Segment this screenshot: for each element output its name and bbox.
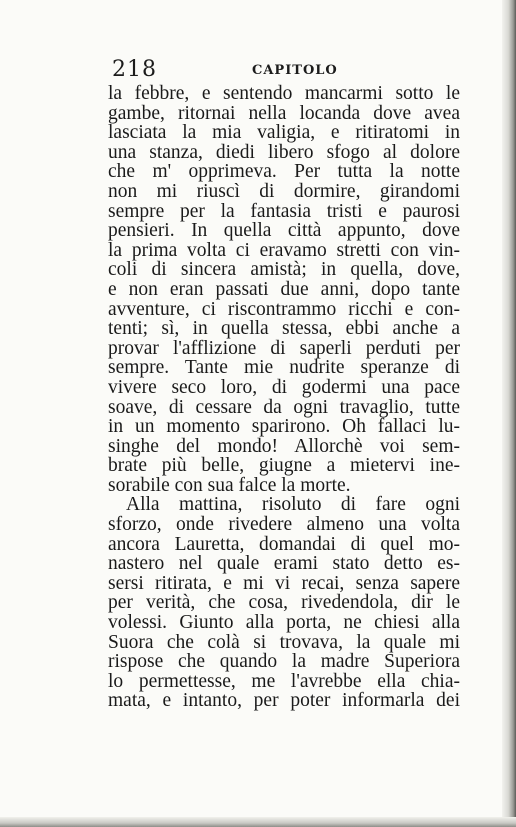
text-line: pensieri. In quella città appunto, dove [108, 220, 460, 242]
page-header [112, 57, 464, 83]
text-line: la prima volta ci eravamo stretti con vin- [108, 239, 460, 261]
text-line: la febbre, e sentendo mancarmi sotto le [108, 83, 460, 104]
text-line: gambe, ritornai nella locanda dove avea [108, 102, 460, 124]
text-line: nastero nel quale erami stato detto es- [108, 553, 460, 575]
text-line: soave, di cessare da ogni travaglio, tutte [108, 396, 460, 418]
running-head: CAPITOLO [252, 63, 338, 78]
text-line: lo permettesse, me l'avrebbe ella chia- [108, 670, 460, 692]
text-line: sersi ritirata, e mi vi recai, senza sapere [108, 572, 460, 594]
text-line: e non eran passati due anni, dopo tante [108, 278, 460, 300]
text-line: Suora che colà si trovava, la quale mi [108, 631, 460, 653]
page-edge-shadow [502, 0, 516, 827]
text-line: coli di sincera amistà; in quella, dove, [108, 259, 460, 281]
text-line: lasciata la mia valigia, e ritiratomi in [108, 122, 460, 144]
text-line: Alla mattina, risoluto di fare ogni [126, 494, 460, 516]
text-line: volessi. Giunto alla porta, ne chiesi alla [108, 612, 460, 634]
text-line: provar l'afflizione di saperli perduti per [108, 337, 460, 359]
text-line: vivere seco loro, di godermi una pace [108, 376, 460, 398]
text-line: singhe del mondo! Allorchè voi sem- [108, 435, 460, 457]
text-line: in un momento sparirono. Oh fallaci lu- [108, 416, 460, 438]
text-line: tenti; sì, in quella stessa, ebbi anche a [108, 318, 460, 340]
text-line: che m' opprimeva. Per tutta la notte [108, 161, 460, 183]
text-line: per verità, che cosa, rivedendola, dir le [108, 592, 460, 614]
text-line: rispose che quando la madre Superiora [108, 651, 460, 673]
page-number: 218 [112, 57, 157, 82]
text-line: avventure, ci riscontrammo ricchi e con- [108, 298, 460, 320]
text-line: una stanza, diedi libero sfogo al dolore [108, 141, 460, 163]
text-line: brate più belle, giugne a mietervi ine- [108, 455, 460, 477]
text-line: sempre per la fantasia tristi e paurosi [108, 200, 460, 222]
body-text [108, 84, 460, 711]
text-line: non mi riuscì di dormire, girandomi [108, 180, 460, 202]
text-line: mata, e intanto, per poter informarla dei [108, 690, 460, 712]
page-bottom-edge [0, 817, 516, 827]
text-line: sforzo, onde rivedere almeno una volta [108, 514, 460, 536]
text-line: sempre. Tante mie nudrite speranze di [108, 357, 460, 379]
text-line: ancora Lauretta, domandai di quel mo- [108, 533, 460, 555]
text-line: sorabile con sua falce la morte. [108, 474, 351, 496]
